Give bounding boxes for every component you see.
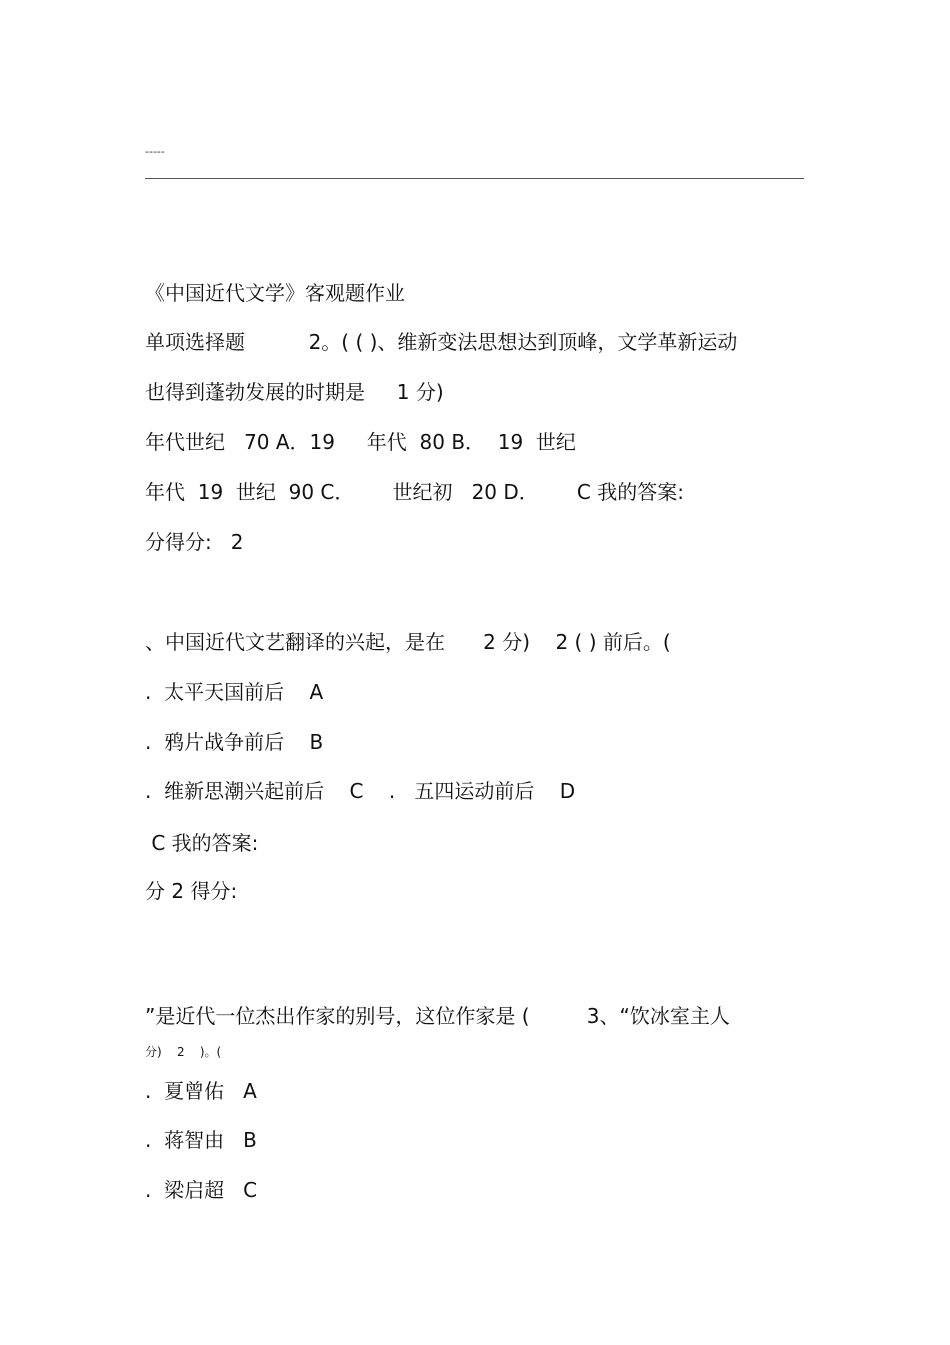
header-rule — [145, 178, 804, 179]
question-1-options-line-1: 年代世纪 70 A．19 年代 80 B． 19 世纪 — [145, 430, 576, 454]
question-3-points: 分) 2 )。( — [145, 1045, 222, 1059]
question-2-option-a: . 太平天国前后 A — [145, 680, 324, 704]
question-3-option-c: . 梁启超 C — [145, 1178, 258, 1202]
question-1-options-line-2: 年代 19 世纪 90 C． 世纪初 20 D． C 我的答案: — [145, 480, 684, 504]
question-3-stem: ”是近代一位杰出作家的别号，这位作家是 ( 3、“饮冰室主人 — [145, 1004, 730, 1028]
question-2-option-c-d: . 维新思潮兴起前后 C . 五四运动前后 D — [145, 779, 576, 803]
question-3-option-b: . 蒋智由 B — [145, 1128, 257, 1152]
question-2-stem: 、中国近代文艺翻译的兴起，是在 2 分) 2 ( ) 前后。( — [145, 630, 671, 654]
header-dashes: ----- — [145, 145, 165, 158]
question-1-score: 分得分: 2 — [145, 530, 244, 554]
question-2-score: 分 2 得分: — [145, 879, 238, 903]
question-1-stem-line-2: 也得到蓬勃发展的时期是 1 分) — [145, 380, 444, 404]
question-2-option-b: . 鸦片战争前后 B — [145, 730, 324, 754]
question-2-answer: C 我的答案: — [145, 831, 259, 855]
question-1-stem-line-1: 单项选择题 2。( ( )、维新变法思想达到顶峰，文学革新运动 — [145, 330, 738, 354]
question-3-option-a: . 夏曾佑 A — [145, 1079, 257, 1103]
document-title: 《中国近代文学》客观题作业 — [145, 281, 405, 305]
